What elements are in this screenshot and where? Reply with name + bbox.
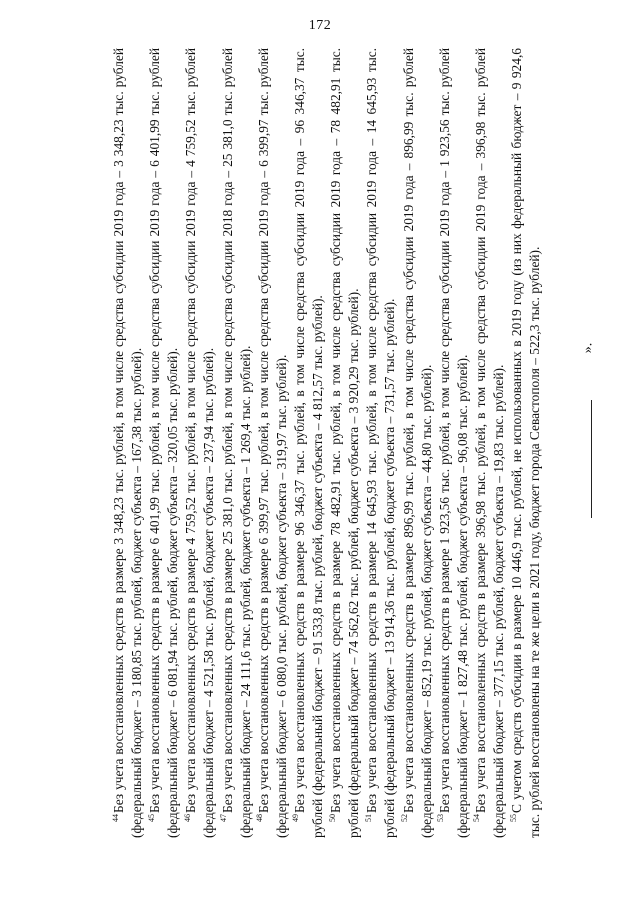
footnote-text: Без учета восстановленных средств в размере 6 401,99 тыс. рублей, в том числе средства субсидии 2019 года – 6 401,99 тыс. рублей (федеральный бюджет – 6 081,94 тыс. рублей, бюджет субъекта – 320,05 тыс. рублей).: [147, 48, 181, 838]
footnote-number: 44: [110, 814, 120, 822]
footnote-number: 54: [472, 814, 482, 822]
footnote-number: 48: [255, 814, 265, 822]
footnote-text: Без учета восстановленных средств в размере 1 923,56 тыс. рублей, в том числе средства субсидии 2019 года – 1 923,56 тыс. рублей (федеральный бюджет – 1 827,48 тыс. рублей, бюджет субъекта – 96,08 тыс. рублей).: [436, 48, 470, 838]
footnote-text: Без учета восстановленных средств в размере 96 346,37 тыс. рублей, в том числе средства субсидии 2019 года – 96 346,37 тыс. рублей (федеральный бюджет – 91 533,8 тыс. рублей, бюджет субъекта – 4 812,57 тыс. рублей).: [291, 48, 326, 838]
footnote-53: [436, 48, 472, 838]
closing-mark: [580, 338, 603, 358]
footnote-52: [400, 48, 436, 838]
footnote-text: Без учета восстановленных средств в размере 4 759,52 тыс. рублей, в том числе средства субсидии 2019 года – 4 759,52 тыс. рублей (федеральный бюджет – 4 521,58 тыс. рублей, бюджет субъекта – 237,94 тыс. рублей).: [183, 48, 217, 838]
footnote-text: Без учета восстановленных средств в размере 896,99 тыс. рублей, в том числе средства субсидии 2019 года – 896,99 тыс. рублей (федеральный бюджет – 852,19 тыс. рублей, бюджет субъекта – 44,80 тыс. рублей).: [400, 48, 434, 838]
footnote-51: [363, 48, 399, 838]
footnote-47: [219, 48, 255, 838]
footnote-number: 53: [436, 814, 446, 822]
footnote-50: [327, 48, 363, 838]
footnotes-text: [110, 48, 550, 838]
footnote-text: Без учета восстановленных средств в размере 3 348,23 тыс. рублей, в том числе средства субсидии 2019 года – 3 348,23 тыс. рублей (федеральный бюджет – 3 180,85 тыс. рублей, бюджет субъекта – 167,38 тыс. рублей).: [111, 48, 145, 838]
footnote-number: 45: [146, 814, 156, 822]
footnote-number: 50: [327, 814, 337, 822]
footnote-text: Без учета восстановленных средств в размере 396,98 тыс. рублей, в том числе средства субсидии 2019 года – 396,98 тыс. рублей (федеральный бюджет – 377,15 тыс. рублей, бюджет субъекта – 19,83 тыс. рублей).: [472, 48, 506, 838]
footnote-number: 46: [182, 814, 192, 822]
footnote-number: 51: [363, 814, 373, 822]
footnote-55: [508, 48, 544, 838]
footnote-text: С учетом средств субсидии в размере 10 446,9 тыс. рублей, не использованных в 2019 году (из них федеральный бюджет – 9 924,6 тыс. рублей восстановлены на те же цели в 2021 году, бюджет города Севастополя – 522,3 тыс. рублей).: [509, 48, 543, 838]
footnote-number: 49: [291, 814, 301, 822]
footnote-54: [472, 48, 508, 838]
footnote-text: Без учета восстановленных средств в размере 6 399,97 тыс. рублей, в том числе средства субсидии 2019 года – 6 399,97 тыс. рублей (федеральный бюджет – 6 080,0 тыс. рублей, бюджет субъекта – 319,97 тыс. рублей).: [255, 48, 289, 838]
footnote-text: Без учета восстановленных средств в размере 78 482,91 тыс. рублей, в том числе средства субсидии 2019 года – 78 482,91 тыс. рублей (федеральный бюджет – 74 562,62 тыс. рублей, бюджет субъекта – 3 920,29 тыс. рублей).: [328, 48, 362, 838]
footnote-number: 55: [508, 814, 518, 822]
footnote-number: 47: [219, 814, 229, 822]
closing-rule: [591, 400, 592, 518]
footnote-45: [146, 48, 182, 838]
footnote-46: [182, 48, 218, 838]
footnote-49: [291, 48, 327, 838]
footnote-44: [110, 48, 146, 838]
footnote-48: [255, 48, 291, 838]
closing-quote: ».: [580, 342, 596, 354]
footnote-text: Без учета восстановленных средств в размере 25 381,0 тыс. рублей, в том числе средства субсидии 2018 года – 25 381,0 тыс. рублей (федеральный бюджет – 24 111,6 тыс. рублей, бюджет субъекта – 1 269,4 тыс. рублей).: [219, 48, 253, 838]
page-number: 172: [308, 18, 332, 33]
footnote-number: 52: [400, 814, 410, 822]
rotated-footnotes-block: [110, 48, 550, 838]
footnote-text: Без учета восстановленных средств в размере 14 645,93 тыс. рублей, в том числе средства субсидии 2019 года – 14 645,93 тыс. рублей (федеральный бюджет – 13 914,36 тыс. рублей, бюджет субъекта – 731,57 тыс. рублей).: [364, 48, 398, 838]
